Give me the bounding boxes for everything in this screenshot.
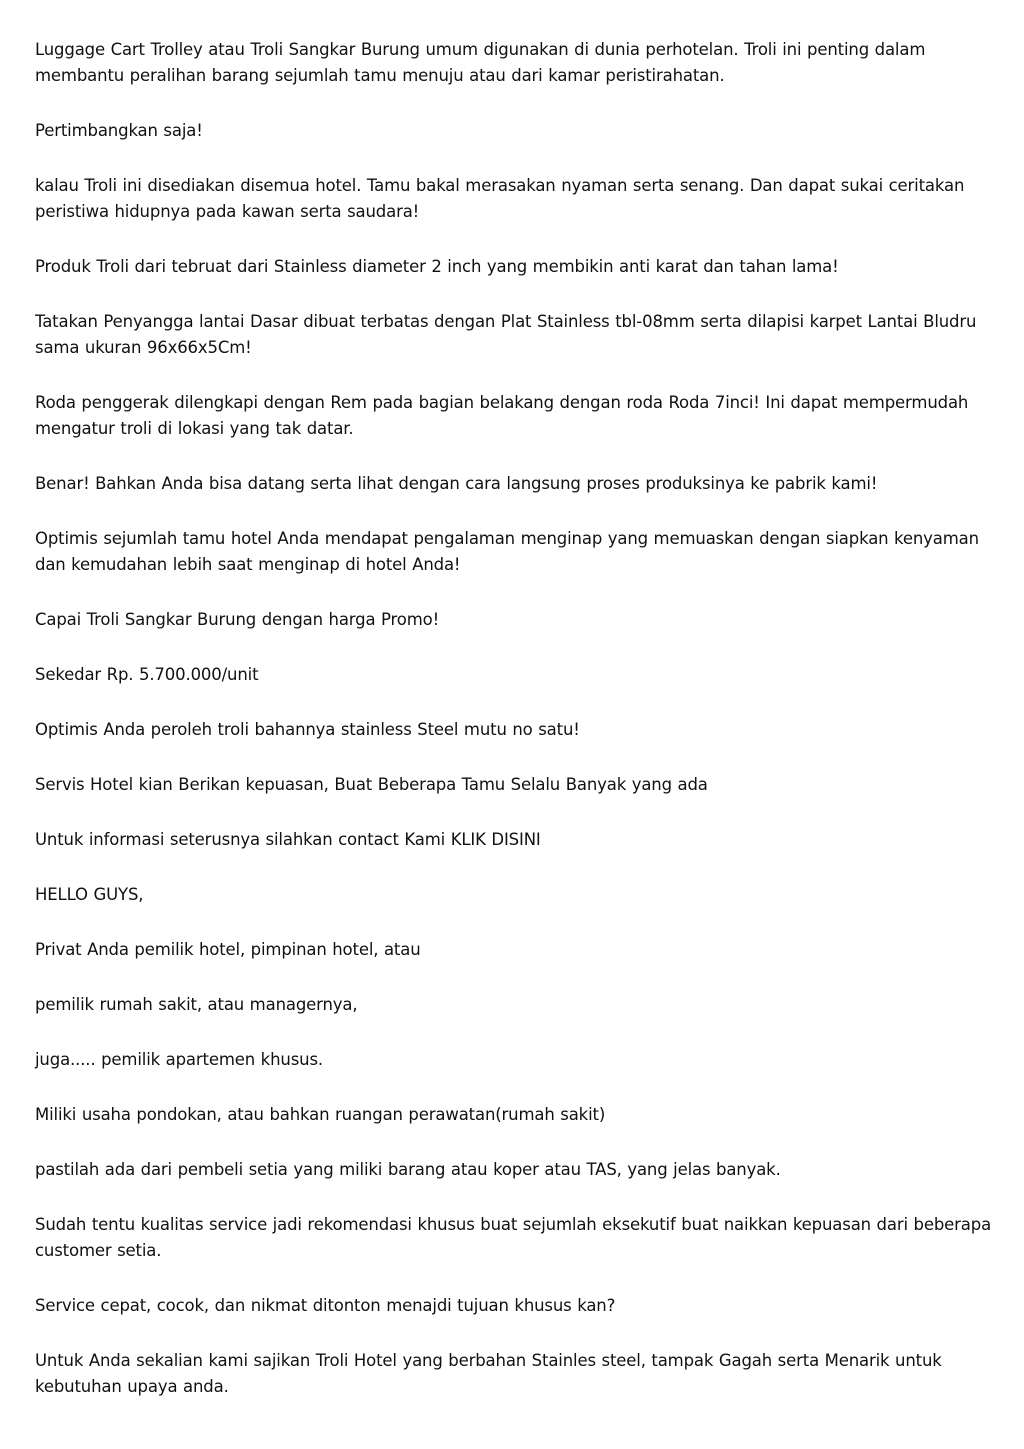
paragraph-consider: Pertimbangkan saja! (35, 121, 203, 140)
paragraph-price: Sekedar Rp. 5.700.000/unit (35, 665, 259, 684)
paragraph-base: Tatakan Penyangga lantai Dasar dibuat terbatas dengan Plat Stainless tbl-08mm serta dilapisi karpet Lantai Bludru sama ukuran 96x66x5Cm! (35, 312, 977, 357)
paragraph-intro: Luggage Cart Trolley atau Troli Sangkar Burung umum digunakan di dunia perhotelan. Troli ini penting dalam membantu peralihan barang sejumlah tamu menuju atau dari kamar peristirahatan. (35, 40, 926, 85)
paragraph-quality: Optimis Anda peroleh troli bahannya stainless Steel mutu no satu! (35, 720, 580, 739)
paragraph-wheels: Roda penggerak dilengkapi dengan Rem pada bagian belakang dengan roda Roda 7inci! Ini dapat mempermudah mengatur troli di lokasi yang tak datar. (35, 393, 969, 438)
paragraph-customers: pastilah ada dari pembeli setia yang miliki barang atau koper atau TAS, yang jelas banyak. (35, 1160, 781, 1179)
paragraph-contact: Untuk informasi seterusnya silahkan contact Kami KLIK DISINI (35, 830, 541, 849)
paragraph-recommendation: Sudah tentu kualitas service jadi rekomendasi khusus buat sejumlah eksekutif buat naikkan kepuasan dari beberapa customer setia. (35, 1215, 992, 1260)
paragraph-offer: Untuk Anda sekalian kami sajikan Troli Hotel yang berbahan Stainles steel, tampak Gagah serta Menarik untuk kebutuhan upaya anda. (35, 1351, 942, 1396)
paragraph-guests: Optimis sejumlah tamu hotel Anda mendapat pengalaman menginap yang memuaskan dengan siapkan kenyaman dan kemudahan lebih saat menginap di hotel Anda! (35, 529, 979, 574)
paragraph-audience-hospital: pemilik rumah sakit, atau managernya, (35, 995, 358, 1014)
paragraph-factory: Benar! Bahkan Anda bisa datang serta lihat dengan cara langsung proses produksinya ke pabrik kami! (35, 474, 878, 493)
paragraph-service: Servis Hotel kian Berikan kepuasan, Buat Beberapa Tamu Selalu Banyak yang ada (35, 775, 708, 794)
paragraph-audience-apartment: juga..... pemilik apartemen khusus. (35, 1050, 323, 1069)
paragraph-greeting: HELLO GUYS, (35, 885, 144, 904)
paragraph-promo: Capai Troli Sangkar Burung dengan harga Promo! (35, 610, 440, 629)
paragraph-goal: Service cepat, cocok, dan nikmat ditonton menajdi tujuan khusus kan? (35, 1296, 616, 1315)
document-body (35, 37, 995, 1429)
paragraph-business: Miliki usaha pondokan, atau bahkan ruangan perawatan(rumah sakit) (35, 1105, 606, 1124)
paragraph-benefit: kalau Troli ini disediakan disemua hotel. Tamu bakal merasakan nyaman serta senang. Dan dapat sukai ceritakan peristiwa hidupnya pada kawan serta saudara! (35, 176, 965, 221)
paragraph-material: Produk Troli dari tebruat dari Stainless diameter 2 inch yang membikin anti karat dan tahan lama! (35, 257, 839, 276)
paragraph-audience-hotel: Privat Anda pemilik hotel, pimpinan hotel, atau (35, 940, 421, 959)
